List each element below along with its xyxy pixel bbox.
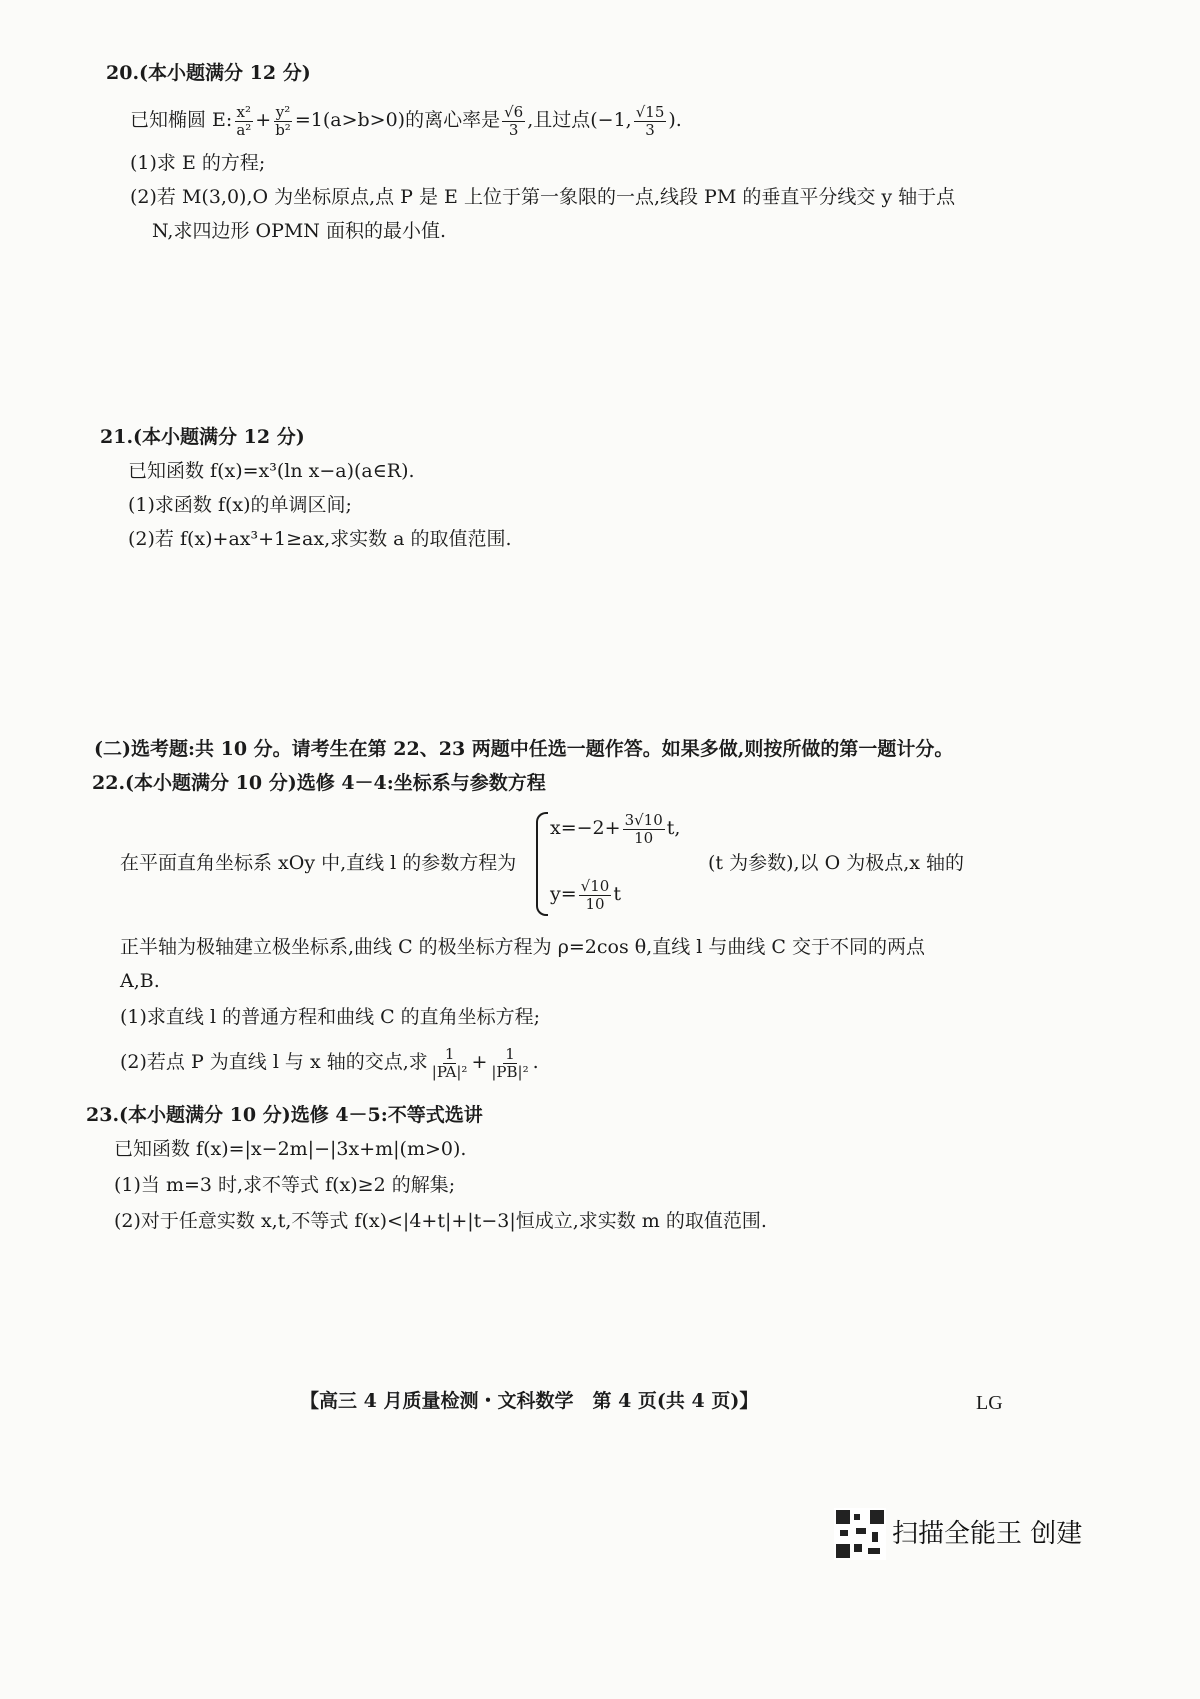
q22-statement: 在平面直角坐标系 xOy 中,直线 l 的参数方程为: [120, 852, 517, 874]
scanner-watermark: 扫描全能王 创建: [892, 1519, 1083, 1549]
fraction: $\frac{3√10}{10}$: [624, 810, 663, 847]
fraction: $\frac{\text{x²}}{\text{a²}}$: [236, 102, 252, 139]
q22-heading: 22.(本小题满分 10 分)选修 4－4:坐标系与参数方程: [92, 772, 546, 794]
fraction: $\frac{\text{y²}}{\text{b²}}$: [275, 102, 291, 139]
fraction: $\frac{1}{\text{|PA|²}}$: [431, 1044, 468, 1081]
q20-text: 已知椭圆 E:: [130, 109, 233, 131]
q23-part2: (2)对于任意实数 x,t,不等式 f(x)<|4+t|+|t−3|恒成立,求实数 m 的取值范围.: [114, 1210, 767, 1232]
fraction: $\frac{√6}{3}$: [504, 102, 524, 139]
q22-part2: (2)若点 P 为直线 l 与 x 轴的交点,求 $\frac{1}{\text{|PA|²}}$ + $\frac{1}{\text{|PB|²}}$ .: [120, 1044, 539, 1081]
q23-part1: (1)当 m=3 时,求不等式 f(x)≥2 的解集;: [114, 1174, 456, 1196]
paper-code: LG: [976, 1392, 1003, 1414]
q20-statement: 已知椭圆 E: $\frac{\text{x²}}{\text{a²}}$ + $\frac{\text{y²}}{\text{b²}}$ =1(a>b>0)的离心率是 $\frac{√6}{3}$ ,且过点(−1, $\frac{√15}{3}$ ).: [130, 102, 682, 139]
q22-statement-line2: 正半轴为极轴建立极坐标系,曲线 C 的极坐标方程为 ρ=2cos θ,直线 l 与曲线 C 交于不同的两点: [120, 936, 925, 958]
qr-code-icon: [834, 1508, 886, 1560]
system-brace: [536, 812, 548, 916]
page-footer: 【高三 4 月质量检测・文科数学 第 4 页(共 4 页)】: [300, 1390, 759, 1412]
q21-part1: (1)求函数 f(x)的单调区间;: [128, 494, 352, 516]
q22-statement-cont: (t 为参数),以 O 为极点,x 轴的: [708, 852, 964, 874]
q20-part2: (2)若 M(3,0),O 为坐标原点,点 P 是 E 上位于第一象限的一点,线段 PM 的垂直平分线交 y 轴于点: [130, 186, 956, 208]
fraction: $\frac{1}{\text{|PB|²}}$: [491, 1044, 529, 1081]
q23-statement: 已知函数 f(x)=|x−2m|−|3x+m|(m>0).: [114, 1138, 467, 1160]
q22-eq2: y= $\frac{√10}{10}$ t: [550, 876, 621, 913]
q22-eq1: x=−2+ $\frac{3√10}{10}$ t,: [550, 810, 681, 847]
q20-part1: (1)求 E 的方程;: [130, 152, 266, 174]
q22-statement-line3: A,B.: [120, 970, 160, 992]
q21-statement: 已知函数 f(x)=x³(ln x−a)(a∈R).: [128, 460, 415, 482]
fraction: $\frac{√15}{3}$: [635, 102, 665, 139]
q20-heading: 20.(本小题满分 12 分): [106, 62, 311, 84]
q21-heading: 21.(本小题满分 12 分): [100, 426, 305, 448]
q21-part2: (2)若 f(x)+ax³+1≥ax,求实数 a 的取值范围.: [128, 528, 512, 550]
q20-part2-cont: N,求四边形 OPMN 面积的最小值.: [152, 220, 447, 242]
section-optional-heading: (二)选考题:共 10 分。请考生在第 22、23 两题中任选一题作答。如果多做,则按所做的第一题计分。: [94, 738, 954, 760]
fraction: $\frac{√10}{10}$: [580, 876, 610, 913]
q23-heading: 23.(本小题满分 10 分)选修 4－5:不等式选讲: [86, 1104, 483, 1126]
q22-part1: (1)求直线 l 的普通方程和曲线 C 的直角坐标方程;: [120, 1006, 541, 1028]
